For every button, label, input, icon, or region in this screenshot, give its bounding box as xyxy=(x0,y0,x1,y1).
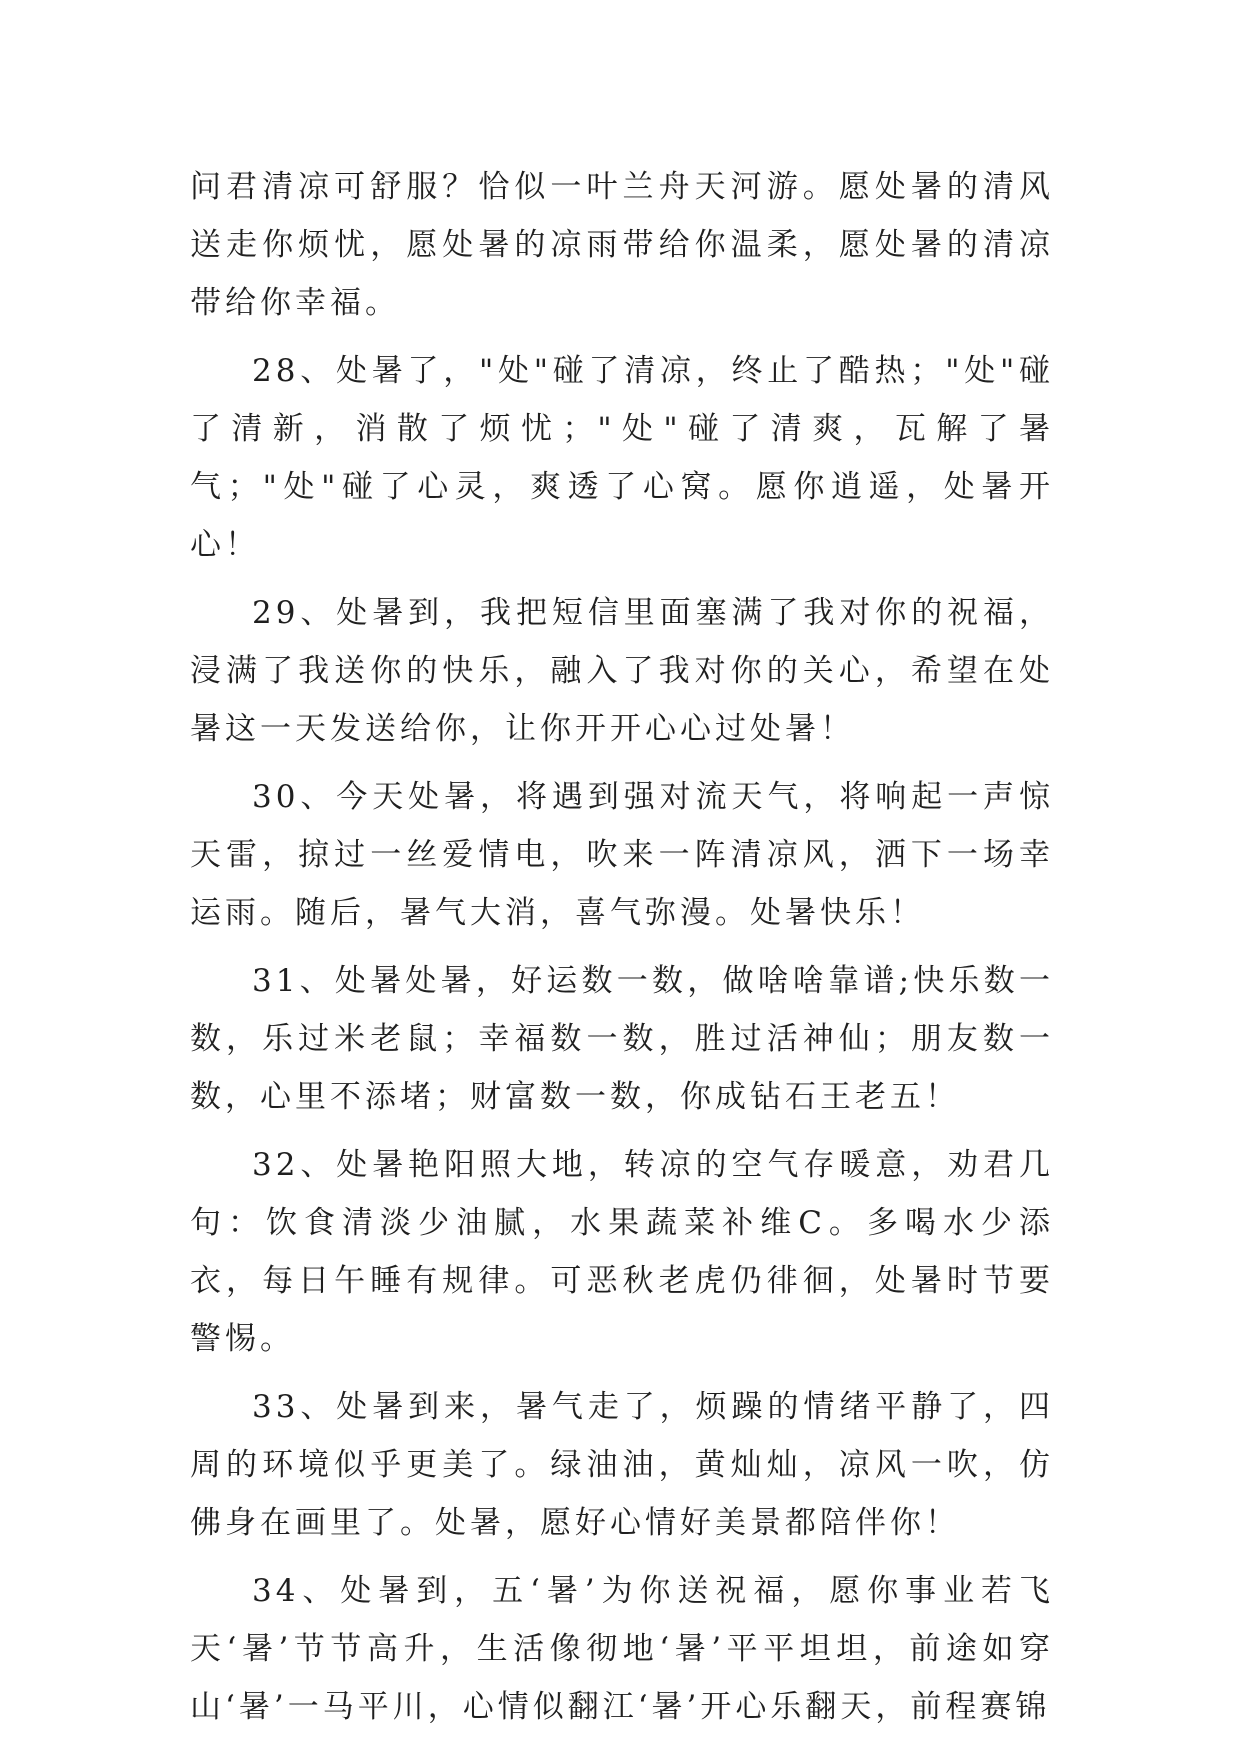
paragraph-28: 28、处暑了，"处"碰了清凉，终止了酷热；"处"碰了清新，消散了烦忧；"处"碰了清爽，瓦解了暑气；"处"碰了心灵，爽透了心窝。愿你逍遥，处暑开心！ xyxy=(190,353,1054,563)
paragraph-34: 34、处暑到，五‘暑’为你送祝福，愿你事业若飞天‘暑’节节高升，生活像彻地‘暑’平平坦坦，前途如穿山‘暑’一马平川，心情似翻江‘暑’开心乐翻天，前程赛锦 xyxy=(190,1573,1054,1725)
paragraph-33: 33、处暑到来，暑气走了，烦躁的情绪平静了，四周的环境似乎更美了。绿油油，黄灿灿，凉风一吹，仿佛身在画里了。处暑，愿好心情好美景都陪伴你！ xyxy=(190,1389,1054,1541)
paragraph-29: 29、处暑到，我把短信里面塞满了我对你的祝福，浸满了我送你的快乐，融入了我对你的关心，希望在处暑这一天发送给你，让你开开心心过处暑！ xyxy=(190,595,1054,747)
paragraph-32: 32、处暑艳阳照大地，转凉的空气存暖意，劝君几句：饮食清淡少油腻，水果蔬菜补维C。多喝水少添衣，每日午睡有规律。可恶秋老虎仍徘徊，处暑时节要警惕。 xyxy=(190,1147,1054,1357)
document-body xyxy=(190,158,1054,1746)
paragraph-continued: 问君清凉可舒服？恰似一叶兰舟天河游。愿处暑的清风送走你烦忧，愿处暑的凉雨带给你温柔，愿处暑的清凉带给你幸福。 xyxy=(190,169,1054,321)
paragraph-31: 31、处暑处暑，好运数一数，做啥啥靠谱;快乐数一数，乐过米老鼠；幸福数一数，胜过活神仙；朋友数一数，心里不添堵；财富数一数，你成钻石王老五！ xyxy=(190,963,1054,1115)
paragraph-30: 30、今天处暑，将遇到强对流天气，将响起一声惊天雷，掠过一丝爱情电，吹来一阵清凉风，洒下一场幸运雨。随后，暑气大消，喜气弥漫。处暑快乐！ xyxy=(190,779,1054,931)
